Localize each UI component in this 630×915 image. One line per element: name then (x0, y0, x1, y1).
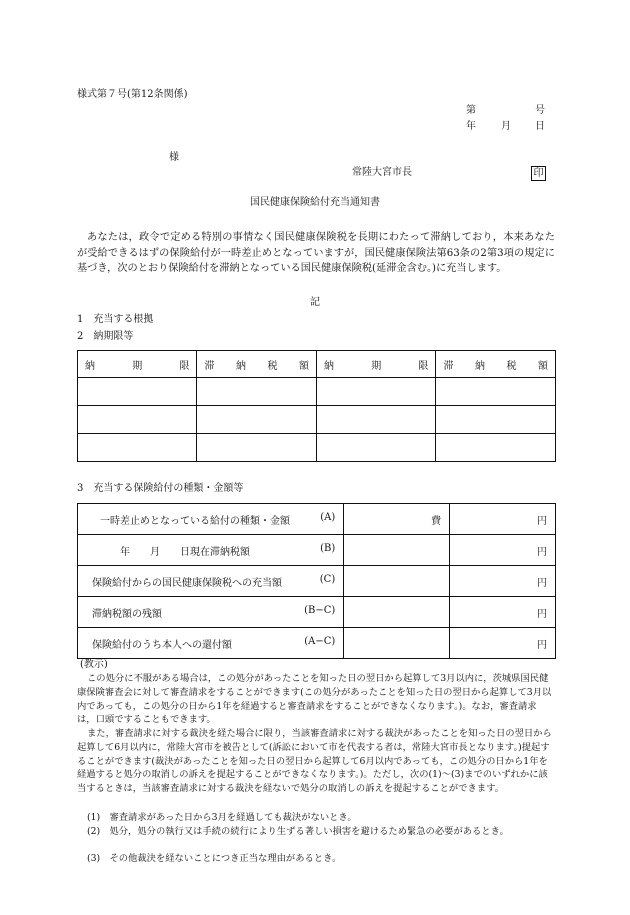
notice-heading: (教示) (80, 659, 108, 670)
row-amount-cell: 円 (450, 628, 556, 659)
number-suffix: 号 (535, 105, 545, 116)
row-mid-cell (344, 535, 450, 566)
table-cell (197, 378, 317, 406)
row-label-cell (78, 504, 344, 535)
issuer: 常陸大宮市長 (352, 167, 412, 178)
table-cell (197, 406, 317, 434)
addressee: 様 (169, 152, 179, 163)
table-cell (78, 434, 197, 462)
date-year: 年 (466, 121, 476, 132)
body-paragraph: あなたは，政令で定める特別の事情なく国民健康保険税を長期にわたって滞納しており，本来あなたが受給できるはずの保険給付が一時差止めとなっていますが，国民健康保険法第63条の2第3項の規定に基づき，次のとおり保険給付を滞納となっている国民健康保険税(延滞金含む。)に充当します。 (77, 232, 555, 274)
row-mid-cell (344, 566, 450, 597)
row-mid-cell (344, 597, 450, 628)
table-row (78, 566, 556, 597)
table-cell (436, 434, 556, 462)
row-code: (A−C) (304, 635, 336, 647)
table-row (78, 434, 556, 462)
row-amount-cell: 円 (450, 566, 556, 597)
row-amount-cell: 円 (450, 535, 556, 566)
row-mid-cell: 費 (344, 504, 450, 535)
row-label-cell (78, 597, 344, 628)
row-code: (C) (319, 573, 336, 585)
benefit-table (77, 503, 556, 659)
row-amount-cell: 円 (450, 504, 556, 535)
header-label: 納 期 限 (85, 360, 190, 372)
table-cell (436, 406, 556, 434)
table-cell (316, 406, 435, 434)
row-label: 滞納税額の残額 (92, 608, 162, 620)
number-prefix: 第 (466, 105, 476, 116)
table-row (78, 504, 556, 535)
notice-item-2: (2) 処分，処分の執行又は手続の続行により生ずる著しい損害を避けるため緊急の必要があるとき。 (87, 826, 509, 837)
ki-marker: 記 (310, 297, 320, 308)
header-label: 滞 納 税 額 (443, 360, 548, 372)
row-label: 一時差止めとなっている給付の種類・金額 (100, 515, 290, 527)
date-day: 日 (535, 121, 545, 132)
date-month: 月 (501, 121, 511, 132)
section-3-heading: 3 充当する保険給付の種類・金額等 (77, 483, 244, 494)
table-row (78, 378, 556, 406)
notice-item-3: (3) その他裁決を経ないことにつき正当な理由があるとき。 (87, 853, 342, 864)
table-cell (436, 378, 556, 406)
row-label: 年 月 日現在滞納税額 (120, 546, 250, 558)
form-header: 様式第７号(第12条関係) (77, 89, 188, 100)
header-cell (197, 351, 317, 378)
row-label-cell (78, 566, 344, 597)
row-amount-cell: 円 (450, 597, 556, 628)
table-cell (197, 434, 317, 462)
document-title: 国民健康保険給付充当通知書 (250, 197, 380, 208)
section-2-heading: 2 納期限等 (77, 331, 134, 342)
row-code: (B−C) (304, 604, 336, 616)
table-cell (316, 378, 435, 406)
header-label: 滞 納 税 額 (204, 360, 309, 372)
table-row (78, 406, 556, 434)
section-1-heading: 1 充当する根拠 (77, 314, 154, 325)
row-label: 保険給付からの国民健康保険税への充当額 (92, 577, 282, 589)
table-row (78, 597, 556, 628)
row-label: 保険給付のうち本人への還付額 (92, 639, 232, 651)
notice-paragraph-1: この処分に不服がある場合は，この処分があったことを知った日の翌日から起算して3月以内に，茨城県国民健康保険審査会に対して審査請求をすることができます(この処分があったことを知った日の翌日から起算して3月以内であっても，この処分の日から1年を経過すると審査請求をすることができなくなります。)。なお，審査請求は，口頭ですることもできます。 (77, 673, 552, 726)
row-label-cell (78, 628, 344, 659)
row-label-cell (78, 535, 344, 566)
seal-stamp: 印 (531, 166, 546, 181)
header-cell (436, 351, 556, 378)
row-mid-cell (344, 628, 450, 659)
table-row (78, 535, 556, 566)
notice-paragraph-2: また，審査請求に対する裁決を経た場合に限り，当該審査請求に対する裁決があったことを知った日の翌日から起算して6月以内に，常陸大宮市を被告として(訴訟において市を代表する者は，常陸大宮市長となります。)提起することができます(裁決があったことを知った日の翌日から起算して6月以内であっても，この処分の日から1年を経過すると処分の取消しの訴えを提起することができなくなります。)。ただし，次の(1)〜(3)までのいずれかに該当するときは，当該審査請求に対する裁決を経ないで処分の取消しの訴えを提起することができます。 (77, 728, 552, 795)
table-cell (78, 406, 197, 434)
due-date-table-header (78, 351, 556, 378)
due-date-table (77, 350, 556, 462)
header-cell (316, 351, 435, 378)
table-row (78, 628, 556, 659)
row-code: (A) (320, 511, 336, 523)
header-cell (78, 351, 197, 378)
table-cell (78, 378, 197, 406)
table-cell (316, 434, 435, 462)
header-label: 納 期 限 (323, 360, 429, 372)
row-code: (B) (320, 542, 336, 554)
notice-item-1: (1) 審査請求があった日から3月を経過しても裁決がないとき。 (87, 812, 357, 823)
